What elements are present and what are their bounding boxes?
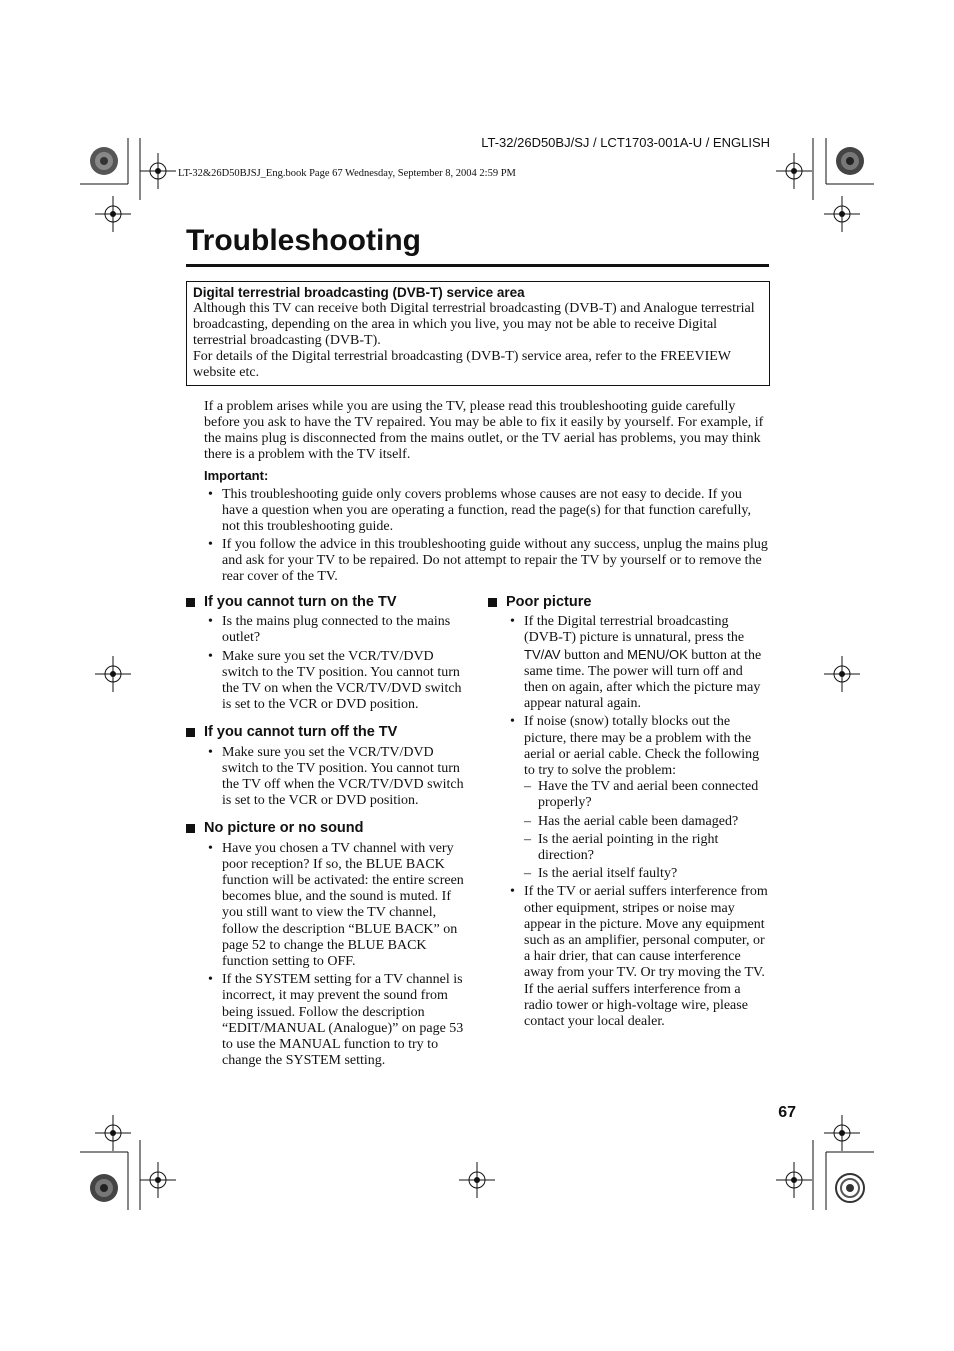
- registration-mark-3: [776, 153, 812, 189]
- section-heading-cannot-turn-on: [186, 594, 470, 610]
- left-column: [186, 594, 470, 1071]
- section-heading-poor-picture: [488, 594, 770, 610]
- important-item: • If you follow the advice in this troubleshooting guide without any success, unplug the mains plug and ask for your TV to be repaired. Do not attempt to repair the TV by yourself or to remove the rear cover of the TV.: [204, 537, 770, 585]
- menu-ok-button-label: MENU/OK: [627, 646, 688, 662]
- registration-mark-8: [824, 1115, 860, 1151]
- cannot-turn-off-list: [204, 745, 470, 810]
- cannot-turn-on-list: [204, 614, 470, 713]
- important-label: Important:: [204, 468, 269, 483]
- registration-mark-6: [824, 656, 860, 692]
- page-number: 67: [778, 1104, 796, 1121]
- section-heading-no-picture: [186, 820, 470, 836]
- notice-paragraph-2: For details of the Digital terrestrial broadcasting (DVB-T) service area, refer to the FREEVIEW website etc.: [193, 349, 731, 380]
- list-item: • If the SYSTEM setting for a TV channel is incorrect, it may prevent the sound from being issued. Follow the description “EDIT/MANUAL (Analogue)” on page 53 to use the MANUAL function to try to change the SYSTEM setting.: [204, 972, 470, 1069]
- list-item: [506, 614, 770, 712]
- color-target-4: [835, 1173, 865, 1203]
- item-text: If the Digital terrestrial broadcasting (DVB-T) picture is unnatural, press the: [524, 614, 745, 646]
- important-item: • This troubleshooting guide only covers problems whose causes are not easy to decide. If you have a question when you are operating a function, read the page(s) for that function carefully, not this troubleshooting guide.: [204, 487, 770, 535]
- service-area-notice: [186, 281, 770, 386]
- square-bullet-icon: [186, 728, 195, 737]
- square-bullet-icon: [186, 598, 195, 607]
- item-text: If noise (snow) totally blocks out the picture, there may be a problem with the aerial or aerial cable. Check the following to try to solve the problem:: [524, 714, 760, 779]
- registration-mark-4: [824, 196, 860, 232]
- section-heading-text: No picture or no sound: [204, 820, 364, 837]
- square-bullet-icon: [488, 598, 497, 607]
- square-bullet-icon: [186, 824, 195, 833]
- section-heading-text: If you cannot turn off the TV: [204, 724, 398, 741]
- page-title: Troubleshooting: [186, 224, 421, 257]
- list-item: [506, 714, 770, 882]
- check-item: – Have the TV and aerial been connected properly?: [524, 779, 770, 811]
- check-item: – Is the aerial pointing in the right direction?: [524, 832, 770, 864]
- registration-mark-1: [95, 196, 131, 232]
- no-picture-list: [204, 841, 470, 1070]
- item-text: button at the same time. The power will turn off and then on again, after which the picture may appear natural again.: [524, 647, 762, 712]
- important-list: [204, 487, 770, 585]
- check-item: – Is the aerial itself faulty?: [524, 866, 770, 882]
- list-item: • Make sure you set the VCR/TV/DVD switch to the TV position. You cannot turn the TV off when the VCR/TV/DVD switch is set to the VCR or DVD position.: [204, 745, 470, 810]
- item-text: button and: [564, 647, 624, 663]
- list-item: • Make sure you set the VCR/TV/DVD switch to the TV position. You cannot turn the TV on when the VCR/TV/DVD switch is set to the VCR or DVD position.: [204, 649, 470, 714]
- notice-heading: Digital terrestrial broadcasting (DVB-T) service area: [193, 285, 525, 300]
- poor-picture-list: [506, 614, 770, 1030]
- tv-av-button-label: TV/AV: [524, 646, 561, 662]
- registration-mark-5: [95, 656, 131, 692]
- section-heading-cannot-turn-off: [186, 724, 470, 740]
- notice-paragraph-1: Although this TV can receive both Digital terrestrial broadcasting (DVB-T) and Analogue terrestrial broadcasting, depending on the area in which you live, you may not be able to receive Digital terrestrial broadcasting (DVB-T).: [193, 301, 755, 348]
- registration-mark-10: [459, 1162, 495, 1198]
- registration-mark-2: [140, 153, 176, 189]
- color-target-1: [89, 146, 119, 176]
- color-target-2: [835, 146, 865, 176]
- model-code-header: LT-32/26D50BJ/SJ / LCT1703-001A-U / ENGLISH: [481, 135, 770, 150]
- registration-mark-7: [95, 1115, 131, 1151]
- title-rule: [186, 264, 769, 267]
- book-info-line: LT-32&26D50BJSJ_Eng.book Page 67 Wednesday, September 8, 2004 2:59 PM: [178, 168, 516, 179]
- section-heading-text: If you cannot turn on the TV: [204, 594, 397, 610]
- registration-mark-11: [776, 1162, 812, 1198]
- list-item: • Have you chosen a TV channel with very poor reception? If so, the BLUE BACK function will be activated: the entire screen becomes blue, and the sound is muted. If you still want to view the TV channel, follow the description “BLUE BACK” on page 52 to change the BLUE BACK function setting to OFF.: [204, 841, 470, 971]
- aerial-check-list: [524, 779, 770, 882]
- registration-mark-9: [140, 1162, 176, 1198]
- intro-text: If a problem arises while you are using the TV, please read this troubleshooting guide carefully before you ask to have the TV repaired. You may be able to fix it easily by yourself. For example, if the mains plug is disconnected from the mains outlet, or the TV aerial has problems, you may think there is a problem with the TV itself.: [204, 399, 764, 462]
- check-item: – Has the aerial cable been damaged?: [524, 814, 770, 830]
- list-item: • If the TV or aerial suffers interference from other equipment, stripes or noise may appear in the picture. Move any equipment such as an amplifier, personal computer, or a hair drier, that can cause interference away from your TV. Or try moving the TV. If the aerial suffers interference from a radio tower or high-voltage wire, please contact your local dealer.: [506, 884, 770, 1030]
- list-item: • Is the mains plug connected to the mains outlet?: [204, 614, 470, 646]
- right-column: [488, 594, 770, 1032]
- intro-section: [204, 399, 770, 587]
- color-target-3: [89, 1173, 119, 1203]
- section-heading-text: Poor picture: [506, 594, 592, 610]
